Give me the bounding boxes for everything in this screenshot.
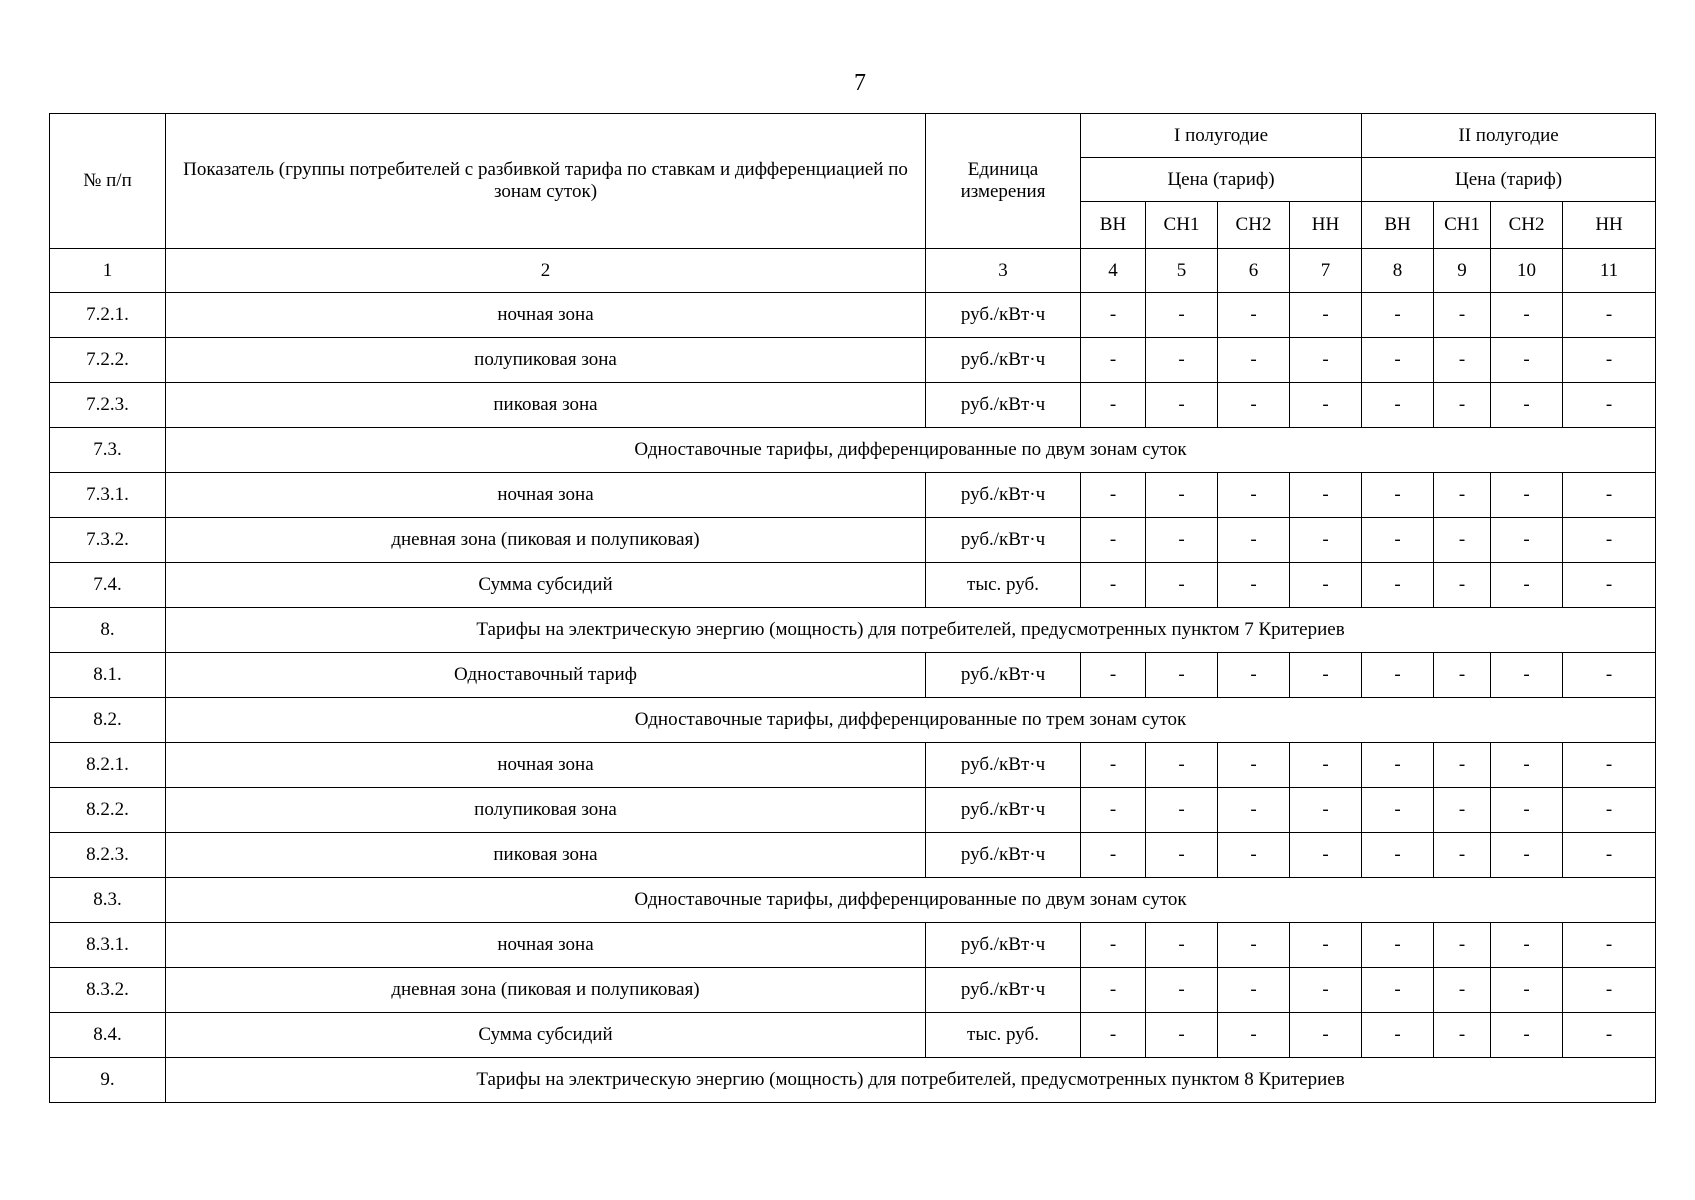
tariff-value-cell: - [1434,518,1491,563]
row-indicator: полупиковая зона [166,338,926,383]
tariff-value-cell: - [1491,293,1563,338]
tariff-value-cell: - [1362,338,1434,383]
row-indicator: Сумма субсидий [166,563,926,608]
header-half-2: II полугодие [1362,114,1656,158]
tariff-value-cell: - [1081,563,1146,608]
table-row [50,968,1656,1013]
column-number: 1 [50,249,166,293]
tariff-value-cell: - [1081,338,1146,383]
tariff-value-cell: - [1434,563,1491,608]
tariff-value-cell: - [1218,653,1290,698]
header-price-1: Цена (тариф) [1081,158,1362,202]
tariff-value-cell: - [1434,1013,1491,1058]
column-number: 9 [1434,249,1491,293]
table-row [50,653,1656,698]
header-voltage-level: ВН [1081,202,1146,249]
tariff-value-cell: - [1146,788,1218,833]
tariff-value-cell: - [1146,338,1218,383]
header-unit: Единица измерения [926,114,1081,249]
table-row [50,383,1656,428]
tariff-value-cell: - [1362,473,1434,518]
tariff-value-cell: - [1491,788,1563,833]
column-number: 6 [1218,249,1290,293]
tariff-value-cell: - [1290,563,1362,608]
tariff-value-cell: - [1146,968,1218,1013]
tariff-value-cell: - [1563,338,1656,383]
header-voltage-level: СН1 [1434,202,1491,249]
tariff-table [49,113,1656,1103]
column-number: 8 [1362,249,1434,293]
column-number: 7 [1290,249,1362,293]
tariff-value-cell: - [1146,923,1218,968]
section-title: Одноставочные тарифы, дифференцированные по двум зонам суток [166,878,1656,923]
tariff-value-cell: - [1434,653,1491,698]
row-unit: руб./кВт·ч [926,383,1081,428]
tariff-value-cell: - [1290,1013,1362,1058]
row-unit: руб./кВт·ч [926,293,1081,338]
tariff-value-cell: - [1362,968,1434,1013]
tariff-value-cell: - [1146,563,1218,608]
tariff-value-cell: - [1218,788,1290,833]
tariff-value-cell: - [1563,743,1656,788]
row-number: 9. [50,1058,166,1103]
tariff-value-cell: - [1434,923,1491,968]
tariff-value-cell: - [1290,518,1362,563]
tariff-value-cell: - [1146,518,1218,563]
section-row [50,698,1656,743]
row-indicator: Одноставочный тариф [166,653,926,698]
tariff-value-cell: - [1434,383,1491,428]
tariff-value-cell: - [1081,923,1146,968]
section-row [50,878,1656,923]
row-indicator: дневная зона (пиковая и полупиковая) [166,518,926,563]
tariff-value-cell: - [1563,968,1656,1013]
tariff-value-cell: - [1290,383,1362,428]
column-number: 4 [1081,249,1146,293]
tariff-value-cell: - [1362,563,1434,608]
table-row [50,518,1656,563]
tariff-value-cell: - [1434,293,1491,338]
section-row [50,1058,1656,1103]
column-number: 2 [166,249,926,293]
tariff-value-cell: - [1081,383,1146,428]
table-row [50,743,1656,788]
tariff-value-cell: - [1434,788,1491,833]
tariff-value-cell: - [1362,788,1434,833]
tariff-value-cell: - [1081,743,1146,788]
tariff-value-cell: - [1146,383,1218,428]
tariff-value-cell: - [1146,833,1218,878]
header-price-2: Цена (тариф) [1362,158,1656,202]
tariff-value-cell: - [1146,1013,1218,1058]
section-title: Тарифы на электрическую энергию (мощность) для потребителей, предусмотренных пунктом 7 Критериев [166,608,1656,653]
tariff-value-cell: - [1563,653,1656,698]
tariff-value-cell: - [1146,293,1218,338]
tariff-value-cell: - [1218,923,1290,968]
row-number: 8.2.2. [50,788,166,833]
row-indicator: Сумма субсидий [166,1013,926,1058]
tariff-value-cell: - [1491,563,1563,608]
row-unit: руб./кВт·ч [926,338,1081,383]
tariff-value-cell: - [1563,383,1656,428]
section-title: Тарифы на электрическую энергию (мощность) для потребителей, предусмотренных пунктом 8 Критериев [166,1058,1656,1103]
table-row [50,563,1656,608]
row-number: 8.3.1. [50,923,166,968]
tariff-value-cell: - [1434,473,1491,518]
tariff-value-cell: - [1563,923,1656,968]
row-unit: руб./кВт·ч [926,743,1081,788]
row-number: 7.3. [50,428,166,473]
row-number: 7.3.1. [50,473,166,518]
row-indicator: ночная зона [166,923,926,968]
row-unit: руб./кВт·ч [926,968,1081,1013]
tariff-value-cell: - [1434,743,1491,788]
tariff-value-cell: - [1218,518,1290,563]
row-number: 8.2.3. [50,833,166,878]
tariff-value-cell: - [1290,833,1362,878]
row-indicator: пиковая зона [166,383,926,428]
table-row [50,473,1656,518]
row-unit: тыс. руб. [926,563,1081,608]
table-row [50,293,1656,338]
tariff-value-cell: - [1218,968,1290,1013]
header-voltage-level: СН1 [1146,202,1218,249]
tariff-value-cell: - [1563,833,1656,878]
row-indicator: пиковая зона [166,833,926,878]
tariff-value-cell: - [1563,473,1656,518]
table-row [50,788,1656,833]
row-number: 7.2.2. [50,338,166,383]
tariff-value-cell: - [1146,653,1218,698]
tariff-value-cell: - [1491,338,1563,383]
table-row [50,923,1656,968]
tariff-value-cell: - [1563,563,1656,608]
table-row [50,833,1656,878]
row-number: 7.4. [50,563,166,608]
row-indicator: ночная зона [166,293,926,338]
tariff-value-cell: - [1362,653,1434,698]
row-number: 8.2.1. [50,743,166,788]
section-title: Одноставочные тарифы, дифференцированные по двум зонам суток [166,428,1656,473]
tariff-value-cell: - [1563,1013,1656,1058]
tariff-value-cell: - [1290,293,1362,338]
tariff-value-cell: - [1218,833,1290,878]
tariff-value-cell: - [1362,293,1434,338]
row-number: 7.3.2. [50,518,166,563]
tariff-value-cell: - [1290,338,1362,383]
row-unit: руб./кВт·ч [926,788,1081,833]
column-number-row [50,249,1656,293]
tariff-value-cell: - [1491,743,1563,788]
header-voltage-level: НН [1563,202,1656,249]
tariff-value-cell: - [1362,923,1434,968]
tariff-value-cell: - [1491,1013,1563,1058]
tariff-value-cell: - [1362,1013,1434,1058]
row-unit: руб./кВт·ч [926,653,1081,698]
tariff-value-cell: - [1362,518,1434,563]
section-row [50,608,1656,653]
header-indicator: Показатель (группы потребителей с разбивкой тарифа по ставкам и дифференциацией по зонам суток) [166,114,926,249]
row-unit: руб./кВт·ч [926,833,1081,878]
tariff-value-cell: - [1081,653,1146,698]
tariff-value-cell: - [1563,518,1656,563]
row-unit: руб./кВт·ч [926,473,1081,518]
tariff-value-cell: - [1491,923,1563,968]
row-unit: тыс. руб. [926,1013,1081,1058]
row-number: 8.3. [50,878,166,923]
header-voltage-level: СН2 [1491,202,1563,249]
tariff-value-cell: - [1491,968,1563,1013]
tariff-value-cell: - [1081,518,1146,563]
tariff-value-cell: - [1146,473,1218,518]
tariff-value-cell: - [1491,833,1563,878]
tariff-value-cell: - [1290,968,1362,1013]
row-indicator: ночная зона [166,473,926,518]
tariff-value-cell: - [1491,653,1563,698]
row-indicator: полупиковая зона [166,788,926,833]
column-number: 5 [1146,249,1218,293]
tariff-value-cell: - [1491,518,1563,563]
tariff-value-cell: - [1218,338,1290,383]
tariff-value-cell: - [1434,338,1491,383]
tariff-value-cell: - [1362,833,1434,878]
tariff-value-cell: - [1290,788,1362,833]
header-voltage-level: СН2 [1218,202,1290,249]
tariff-value-cell: - [1081,968,1146,1013]
tariff-value-cell: - [1081,473,1146,518]
tariff-value-cell: - [1290,473,1362,518]
tariff-value-cell: - [1218,383,1290,428]
tariff-value-cell: - [1146,743,1218,788]
tariff-value-cell: - [1081,293,1146,338]
column-number: 3 [926,249,1081,293]
header-voltage-level: ВН [1362,202,1434,249]
row-number: 8. [50,608,166,653]
tariff-value-cell: - [1491,383,1563,428]
row-unit: руб./кВт·ч [926,923,1081,968]
tariff-value-cell: - [1362,743,1434,788]
row-number: 7.2.3. [50,383,166,428]
tariff-value-cell: - [1491,473,1563,518]
tariff-value-cell: - [1218,293,1290,338]
row-number: 8.3.2. [50,968,166,1013]
tariff-value-cell: - [1218,473,1290,518]
tariff-value-cell: - [1563,788,1656,833]
tariff-value-cell: - [1218,743,1290,788]
row-number: 8.2. [50,698,166,743]
row-indicator: ночная зона [166,743,926,788]
row-unit: руб./кВт·ч [926,518,1081,563]
header-half-1: I полугодие [1081,114,1362,158]
tariff-value-cell: - [1081,788,1146,833]
tariff-value-cell: - [1290,653,1362,698]
tariff-value-cell: - [1290,923,1362,968]
section-row [50,428,1656,473]
row-number: 7.2.1. [50,293,166,338]
table-body [50,293,1656,1103]
page-number: 7 [854,70,866,96]
tariff-value-cell: - [1434,833,1491,878]
table-header [50,114,1656,293]
tariff-value-cell: - [1218,563,1290,608]
tariff-value-cell: - [1362,383,1434,428]
section-title: Одноставочные тарифы, дифференцированные по трем зонам суток [166,698,1656,743]
header-voltage-level: НН [1290,202,1362,249]
tariff-value-cell: - [1081,1013,1146,1058]
tariff-value-cell: - [1563,293,1656,338]
row-number: 8.4. [50,1013,166,1058]
row-number: 8.1. [50,653,166,698]
tariff-value-cell: - [1290,743,1362,788]
tariff-value-cell: - [1081,833,1146,878]
tariff-value-cell: - [1218,1013,1290,1058]
column-number: 11 [1563,249,1656,293]
tariff-value-cell: - [1434,968,1491,1013]
row-indicator: дневная зона (пиковая и полупиковая) [166,968,926,1013]
table-row [50,338,1656,383]
column-number: 10 [1491,249,1563,293]
table-row [50,1013,1656,1058]
header-number: № п/п [50,114,166,249]
